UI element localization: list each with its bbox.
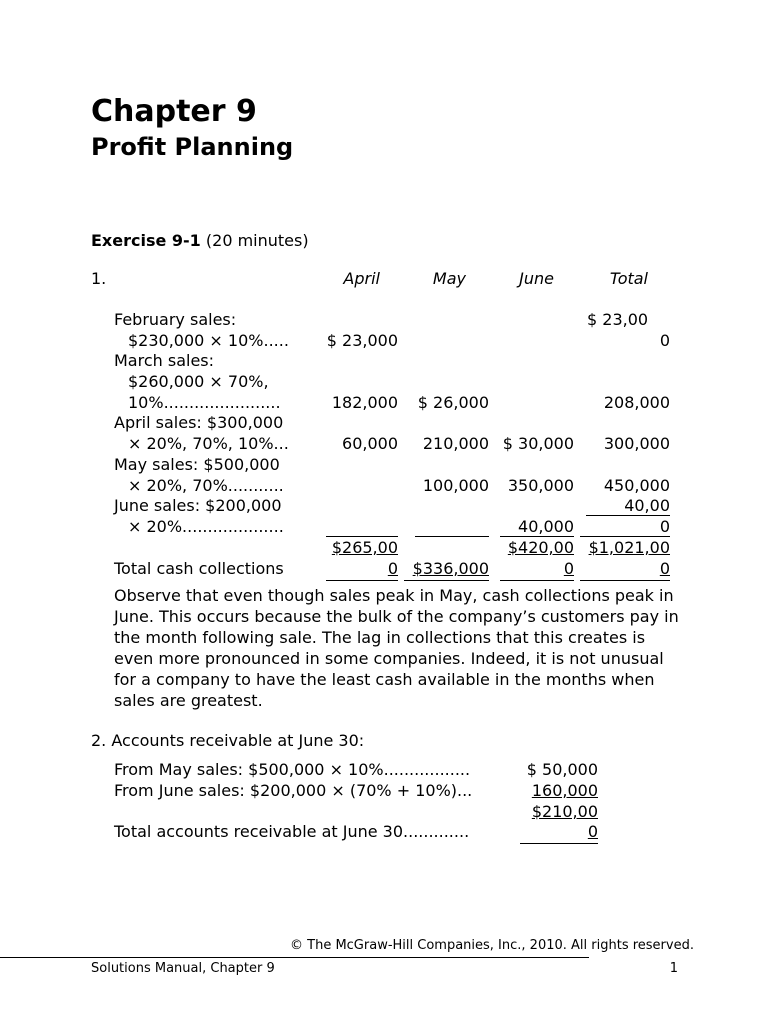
header-total: Total — [609, 269, 648, 288]
row-label: February sales: — [114, 310, 237, 329]
double-rule — [326, 580, 398, 581]
cell-total: 40,00 — [624, 496, 670, 515]
exercise-title: Exercise 9-1 — [91, 231, 201, 250]
exercise-heading — [91, 230, 309, 251]
cell-total: 300,000 — [603, 434, 670, 453]
cell-may: $ 26,000 — [417, 393, 489, 412]
total-total-l1: $1,021,00 — [588, 538, 670, 557]
total-april-l1: $265,00 — [331, 538, 398, 557]
row-label: 10%....................... — [128, 393, 281, 412]
row-label: $260,000 × 70%, — [128, 372, 269, 391]
double-rule — [500, 580, 574, 581]
double-rule — [404, 580, 489, 581]
ar-row-value: 160,000 — [531, 781, 598, 800]
page-number: 1 — [669, 961, 678, 976]
copyright: © The McGraw-Hill Companies, Inc., 2010. All rights reserved. — [290, 938, 694, 953]
footer-rule — [0, 957, 589, 958]
row-label: × 20%, 70%, 10%... — [128, 434, 289, 453]
total-april-l2: 0 — [387, 559, 398, 578]
ar-total-label: Total accounts receivable at June 30............. — [114, 822, 470, 841]
ar-total-l2: 0 — [587, 822, 598, 841]
cell-june: $ 30,000 — [502, 434, 574, 453]
cell-june: 350,000 — [507, 476, 574, 495]
ar-row-label: From May sales: $500,000 × 10%................. — [114, 760, 471, 779]
cell-may: 100,000 — [422, 476, 489, 495]
footer-left: Solutions Manual, Chapter 9 — [91, 961, 275, 976]
double-rule — [580, 580, 670, 581]
cell-total: 450,000 — [603, 476, 670, 495]
row-label: $230,000 × 10%..... — [128, 331, 289, 350]
cell-total: $ 23,00 — [587, 310, 649, 329]
ar-row-value: $ 50,000 — [526, 760, 598, 779]
total-june-l1: $420,00 — [507, 538, 574, 557]
row-label: × 20%.................... — [128, 517, 284, 536]
cell-april: 60,000 — [342, 434, 398, 453]
ar-total-l1: $210,00 — [531, 802, 598, 821]
cell-june: 40,000 — [518, 517, 574, 536]
ar-row-label: From June sales: $200,000 × (70% + 10%)... — [114, 781, 473, 800]
chapter-subtitle: Profit Planning — [91, 133, 294, 161]
row-label: March sales: — [114, 351, 215, 370]
part2-heading: 2. Accounts receivable at June 30: — [91, 731, 365, 750]
header-april: April — [343, 269, 380, 288]
double-rule — [520, 843, 598, 844]
total-may: $336,000 — [412, 559, 489, 578]
explanation-paragraph: Observe that even though sales peak in May, cash collections peak in June. This occurs because the bulk of the company’s customers pay in the month following sale. The lag in collections that this creates is even more pronounced in some companies. Indeed, it is not unusual for a company to have the least cash available in the months when sales are greatest. — [114, 586, 679, 710]
header-may: May — [432, 269, 466, 288]
row-label: × 20%, 70%........... — [128, 476, 284, 495]
total-june-l2: 0 — [563, 559, 574, 578]
row-label: April sales: $300,000 — [114, 413, 284, 432]
total-label: Total cash collections — [114, 559, 284, 578]
row-label: May sales: $500,000 — [114, 455, 280, 474]
header-june: June — [519, 269, 554, 288]
cell-april: 182,000 — [331, 393, 398, 412]
exercise-time: (20 minutes) — [205, 231, 309, 250]
cell-april: $ 23,000 — [326, 331, 398, 350]
total-total-l2: 0 — [659, 559, 670, 578]
chapter-title: Chapter 9 — [91, 94, 257, 129]
part1-number: 1. — [91, 269, 107, 288]
cell-may: 210,000 — [422, 434, 489, 453]
subtotal-rule-may — [415, 536, 489, 537]
cell-total: 208,000 — [603, 393, 670, 412]
cell-total: 0 — [659, 331, 670, 350]
cell-total: 0 — [659, 517, 670, 536]
row-label: June sales: $200,000 — [114, 496, 282, 515]
